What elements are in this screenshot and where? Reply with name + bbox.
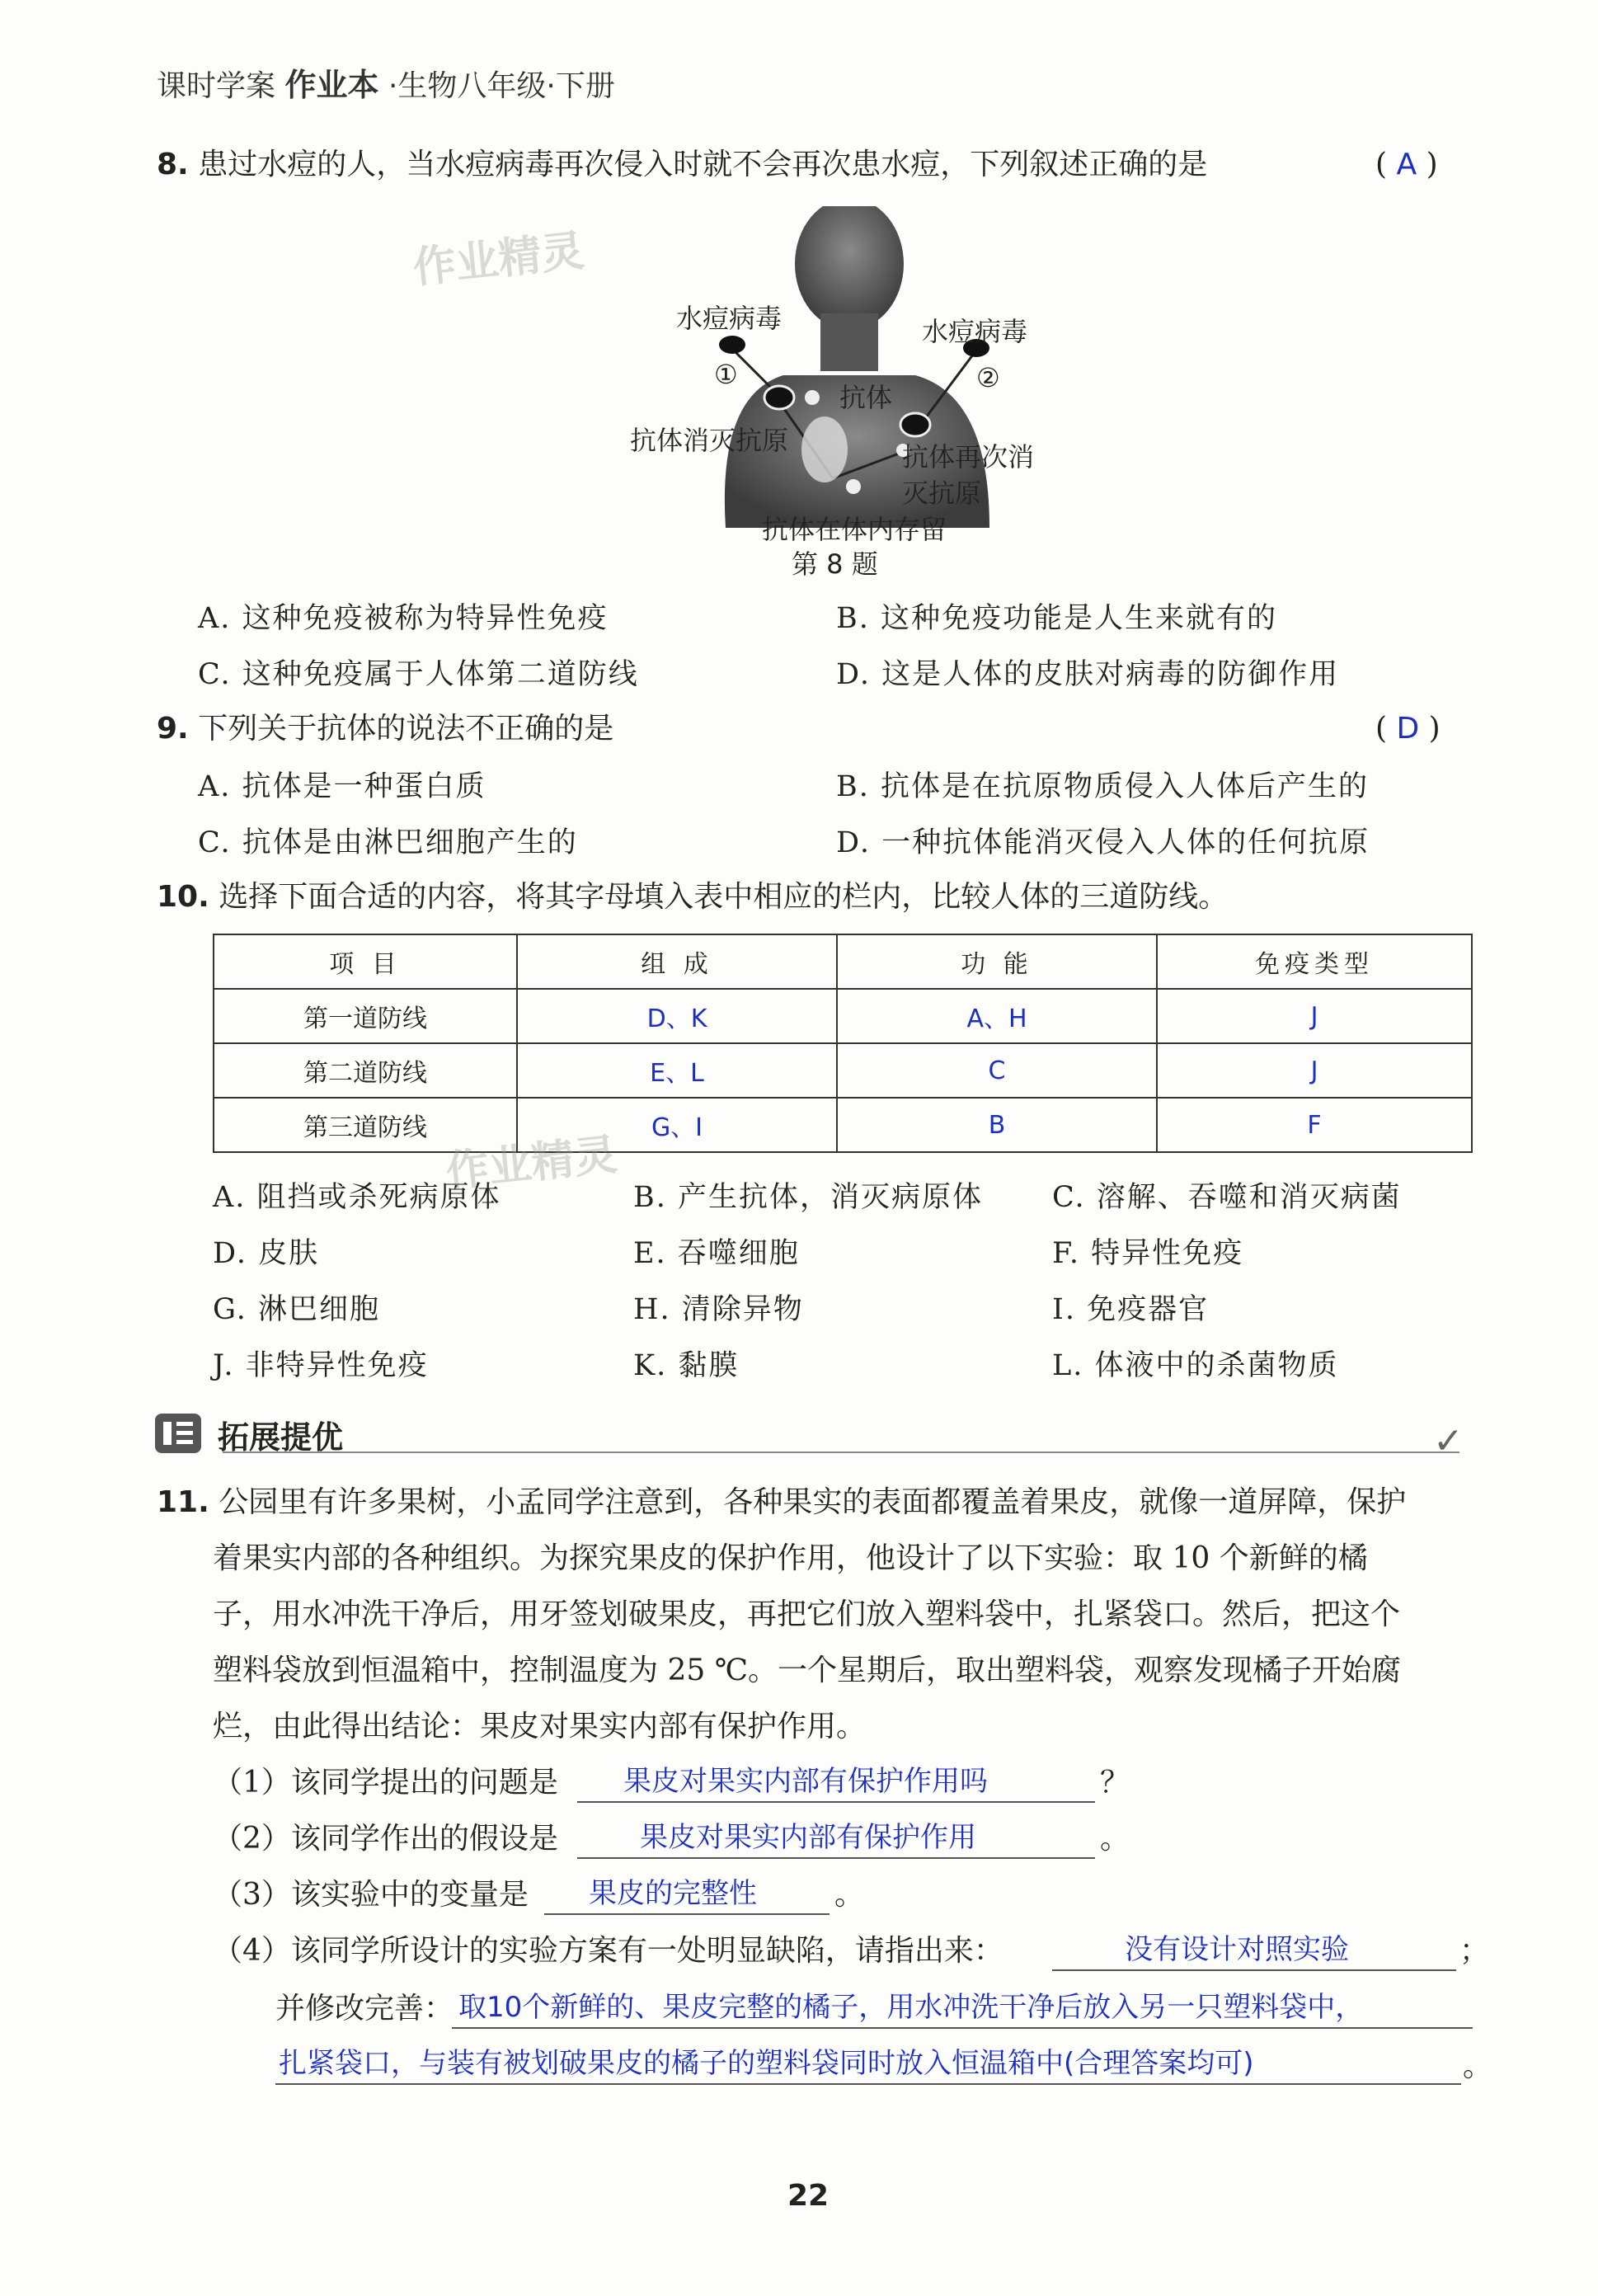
label-virus-left: 水痘病毒 bbox=[676, 303, 783, 334]
choice-e: E. 吞噬细胞 bbox=[633, 1237, 800, 1270]
sub-3-answer: 果皮的完整性 bbox=[589, 1877, 757, 1910]
choice-k: K. 黏膜 bbox=[633, 1349, 740, 1382]
table-header: 免疫类型 bbox=[1157, 934, 1472, 989]
antigen-right bbox=[900, 413, 930, 436]
book-icon bbox=[153, 1410, 204, 1456]
question-11-line-3: 子，用水冲洗干净后，用牙签划破果皮，再把它们放入塑料袋中，扎紧袋口。然后，把这个 bbox=[213, 1597, 1401, 1631]
label-left-destroy: 抗体消灭抗原 bbox=[630, 425, 789, 456]
table-cell: 第一道防线 bbox=[214, 989, 517, 1043]
check-icon: ✓ bbox=[1433, 1420, 1464, 1462]
sub-4-answer-2: 取10个新鲜的、果皮完整的橘子，用水冲洗干净后放入另一只塑料袋中， bbox=[458, 1991, 1364, 2024]
sub-4-label-2: 并修改完善： bbox=[275, 1992, 454, 2025]
sub-3-label: （3）该实验中的变量是 bbox=[213, 1878, 529, 1912]
table-cell: A、H bbox=[837, 989, 1157, 1043]
question-text: 选择下面合适的内容，将其字母填入表中相应的栏内，比较人体的三道防线。 bbox=[219, 880, 1229, 914]
question-number: 10. bbox=[157, 880, 209, 914]
neck-shape bbox=[820, 313, 878, 371]
choice-a: A. 阻挡或杀死病原体 bbox=[213, 1181, 501, 1214]
q8-option-c: C. 这种免疫属于人体第二道防线 bbox=[198, 658, 639, 691]
choice-b: B. 产生抗体，消灭病原体 bbox=[633, 1181, 983, 1214]
label-right-destroy-1: 抗体再次消 bbox=[902, 441, 1035, 473]
question-number: 8. bbox=[157, 148, 189, 181]
table-header: 组 成 bbox=[517, 934, 837, 989]
table-cell: G、I bbox=[517, 1098, 837, 1152]
question-text: 下列关于抗体的说法不正确的是 bbox=[198, 712, 614, 746]
choice-g: G. 淋巴细胞 bbox=[213, 1293, 380, 1326]
q8-option-b: B. 这种免疫功能是人生来就有的 bbox=[836, 602, 1277, 635]
choice-j: J. 非特异性免疫 bbox=[213, 1349, 429, 1382]
section-title: 拓展提优 bbox=[218, 1419, 344, 1456]
sub-3-end: 。 bbox=[834, 1878, 865, 1912]
choice-i: I. 免疫器官 bbox=[1052, 1293, 1210, 1326]
table-header: 项 目 bbox=[214, 934, 517, 989]
table-header: 功 能 bbox=[837, 934, 1157, 989]
q9-option-b: B. 抗体是在抗原物质侵入人体后产生的 bbox=[836, 770, 1369, 803]
q9-option-d: D. 一种抗体能消灭侵入人体的任何抗原 bbox=[836, 826, 1370, 859]
section-divider bbox=[223, 1451, 1459, 1453]
page-number: 22 bbox=[787, 2179, 830, 2213]
question-text: 患过水痘的人，当水痘病毒再次侵入时就不会再次患水痘，下列叙述正确的是 bbox=[198, 148, 1208, 181]
label-antibody-stay: 抗体在体内存留 bbox=[762, 514, 947, 545]
sub-4-label: （4）该同学所设计的实验方案有一处明显缺陷，请指出来： bbox=[213, 1934, 1003, 1968]
question-11-line-4: 塑料袋放到恒温箱中，控制温度为 25 ℃。一个星期后，取出塑料袋，观察发现橘子开始腐 bbox=[213, 1654, 1401, 1687]
table-cell: 第二道防线 bbox=[214, 1043, 517, 1098]
header-book: 作业本 bbox=[284, 67, 379, 103]
q9-option-c: C. 抗体是由淋巴细胞产生的 bbox=[198, 826, 578, 859]
question-10 bbox=[157, 876, 1228, 919]
answer-bracket-8: ( A ) bbox=[1375, 148, 1438, 181]
q8-option-a: A. 这种免疫被称为特异性免疫 bbox=[198, 602, 609, 635]
arrow-virus-left bbox=[734, 351, 775, 392]
mark-circle-1: ① bbox=[714, 359, 738, 390]
answer-9: D bbox=[1396, 712, 1420, 746]
table-header-row bbox=[214, 934, 1472, 989]
defense-table bbox=[213, 934, 1473, 1153]
antigen-left bbox=[764, 386, 794, 409]
question-text: 公园里有许多果树，小孟同学注意到，各种果实的表面都覆盖着果皮，就像一道屏障，保护 bbox=[219, 1485, 1407, 1519]
sub-2-answer: 果皮对果实内部有保护作用 bbox=[640, 1821, 976, 1854]
answer-8: A bbox=[1396, 148, 1417, 181]
header-series: 课时学案 bbox=[157, 69, 276, 103]
figure-immune-body bbox=[627, 206, 1088, 528]
table-cell: J bbox=[1157, 1043, 1472, 1098]
sub-4-end-2: 。 bbox=[1463, 2049, 1493, 2083]
watermark-top: 作业精灵 bbox=[411, 226, 587, 294]
q8-option-d: D. 这是人体的皮肤对病毒的防御作用 bbox=[836, 658, 1340, 691]
label-antibody: 抗体 bbox=[839, 382, 893, 413]
sub-1-label: （1）该同学提出的问题是 bbox=[213, 1766, 558, 1800]
table-cell: F bbox=[1157, 1098, 1472, 1152]
table-cell: 第三道防线 bbox=[214, 1098, 517, 1152]
choice-d: D. 皮肤 bbox=[213, 1237, 320, 1270]
answer-bracket-9: ( D ) bbox=[1375, 712, 1441, 746]
sub-2-end: 。 bbox=[1100, 1822, 1130, 1856]
label-virus-right: 水痘病毒 bbox=[922, 316, 1028, 347]
sub-1-answer: 果皮对果实内部有保护作用吗 bbox=[623, 1765, 988, 1798]
question-8 bbox=[157, 144, 1207, 186]
figure-caption: 第 8 题 bbox=[792, 548, 878, 580]
question-number: 9. bbox=[157, 712, 189, 746]
sub-1-end: ？ bbox=[1100, 1766, 1130, 1800]
choice-f: F. 特异性免疫 bbox=[1052, 1237, 1244, 1270]
question-11-line-1 bbox=[157, 1481, 1406, 1524]
sub-4-end-1: ； bbox=[1459, 1934, 1490, 1968]
label-right-destroy-2: 灭抗原 bbox=[902, 478, 982, 509]
choice-l: L. 体液中的杀菌物质 bbox=[1052, 1349, 1339, 1382]
antibody-dot-1 bbox=[805, 390, 820, 405]
antibody-dot-2 bbox=[846, 479, 861, 494]
table-row bbox=[214, 1098, 1472, 1152]
mark-circle-2: ② bbox=[976, 362, 1000, 393]
sub-4-answer-3: 扎紧袋口，与装有被划破果皮的橘子的塑料袋同时放入恒温箱中(合理答案均可) bbox=[279, 2047, 1254, 2080]
question-11-line-2: 着果实内部的各种组织。为探究果皮的保护作用，他设计了以下实验：取 10 个新鲜的橘 bbox=[213, 1541, 1368, 1575]
header-subject: ·生物八年级·下册 bbox=[388, 69, 615, 103]
page-header bbox=[157, 59, 615, 105]
table-row bbox=[214, 1043, 1472, 1098]
table-cell: C bbox=[837, 1043, 1157, 1098]
table-cell: E、L bbox=[517, 1043, 837, 1098]
table-cell: J bbox=[1157, 989, 1472, 1043]
question-number: 11. bbox=[157, 1485, 209, 1519]
table-row bbox=[214, 989, 1472, 1043]
choice-c: C. 溶解、吞噬和消灭病菌 bbox=[1052, 1181, 1402, 1214]
sub-4-answer-1: 没有设计对照实验 bbox=[1125, 1933, 1349, 1966]
question-11-line-5: 烂，由此得出结论：果皮对果实内部有保护作用。 bbox=[213, 1710, 867, 1743]
table-cell: B bbox=[837, 1098, 1157, 1152]
q9-option-a: A. 抗体是一种蛋白质 bbox=[198, 770, 486, 803]
question-9 bbox=[157, 708, 613, 750]
head-shape bbox=[795, 206, 904, 330]
lymph-organ bbox=[801, 416, 848, 482]
watermark-mid: 作业精灵 bbox=[444, 1130, 620, 1197]
sub-2-label: （2）该同学作出的假设是 bbox=[213, 1822, 558, 1856]
table-cell: D、K bbox=[517, 989, 837, 1043]
choice-h: H. 清除异物 bbox=[633, 1293, 804, 1326]
